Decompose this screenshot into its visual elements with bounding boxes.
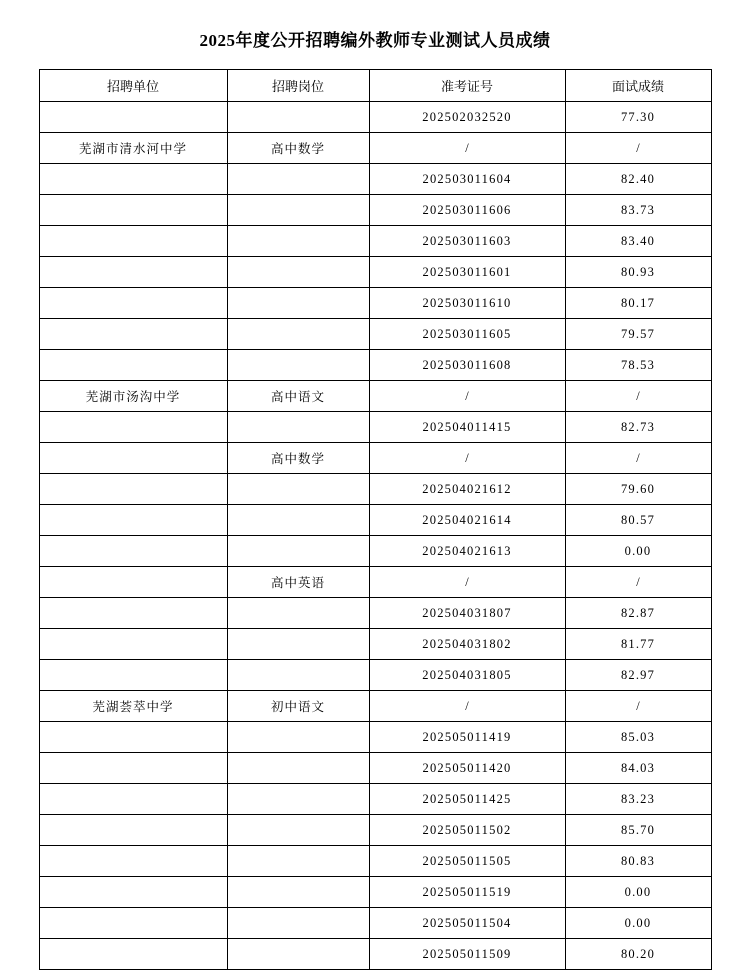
cell-post [227,102,369,133]
cell-admission-number: / [369,443,565,474]
cell-post [227,505,369,536]
cell-unit [39,908,227,939]
cell-post [227,257,369,288]
cell-score: 83.40 [565,226,711,257]
cell-admission-number: 202503011604 [369,164,565,195]
cell-unit [39,257,227,288]
cell-admission-number: 202504021614 [369,505,565,536]
column-header-unit: 招聘单位 [39,70,227,102]
cell-score: 78.53 [565,350,711,381]
table-row [39,443,711,474]
cell-admission-number: 202504021613 [369,536,565,567]
cell-admission-number: 202504031807 [369,598,565,629]
column-header-id: 准考证号 [369,70,565,102]
table-row [39,598,711,629]
table-row [39,877,711,908]
cell-score: 85.70 [565,815,711,846]
cell-score: 80.57 [565,505,711,536]
cell-unit [39,164,227,195]
table-row [39,536,711,567]
cell-unit [39,505,227,536]
cell-admission-number: 202503011608 [369,350,565,381]
cell-post: 高中英语 [227,567,369,598]
cell-post [227,536,369,567]
cell-score: 80.17 [565,288,711,319]
table-row [39,226,711,257]
cell-score: 83.23 [565,784,711,815]
table-row [39,846,711,877]
cell-post [227,226,369,257]
cell-post [227,598,369,629]
cell-score: 0.00 [565,536,711,567]
cell-post [227,288,369,319]
cell-post: 高中语文 [227,381,369,412]
cell-score: 80.83 [565,846,711,877]
cell-admission-number: / [369,567,565,598]
cell-unit [39,877,227,908]
cell-admission-number: 202503011610 [369,288,565,319]
cell-unit [39,226,227,257]
cell-post [227,784,369,815]
cell-unit [39,195,227,226]
cell-score: 82.87 [565,598,711,629]
cell-post [227,195,369,226]
table-row [39,288,711,319]
cell-score: 83.73 [565,195,711,226]
cell-unit [39,567,227,598]
cell-score: 0.00 [565,908,711,939]
cell-post [227,660,369,691]
scores-table [39,69,712,970]
cell-unit [39,536,227,567]
cell-post [227,939,369,970]
cell-admission-number: 202505011502 [369,815,565,846]
cell-admission-number: 202502032520 [369,102,565,133]
cell-score: 84.03 [565,753,711,784]
cell-unit [39,784,227,815]
table-body [39,102,711,970]
cell-post [227,474,369,505]
table-row [39,133,711,164]
cell-post [227,350,369,381]
cell-score: / [565,443,711,474]
cell-admission-number: 202504031802 [369,629,565,660]
cell-admission-number: / [369,133,565,164]
cell-admission-number: / [369,381,565,412]
table-row [39,815,711,846]
cell-post [227,629,369,660]
cell-unit [39,598,227,629]
table-row [39,257,711,288]
cell-score: 79.60 [565,474,711,505]
cell-unit [39,939,227,970]
table-row [39,381,711,412]
table-row [39,350,711,381]
cell-unit [39,319,227,350]
column-header-post: 招聘岗位 [227,70,369,102]
table-row [39,319,711,350]
cell-admission-number: 202503011603 [369,226,565,257]
cell-score: 82.97 [565,660,711,691]
cell-unit [39,660,227,691]
table-header-row [39,70,711,102]
cell-post [227,815,369,846]
cell-score: 85.03 [565,722,711,753]
cell-unit [39,288,227,319]
cell-unit [39,629,227,660]
table-row [39,102,711,133]
cell-admission-number: / [369,691,565,722]
cell-post [227,846,369,877]
cell-score: 82.40 [565,164,711,195]
cell-unit [39,815,227,846]
cell-post [227,753,369,784]
table-row [39,784,711,815]
cell-score: 80.93 [565,257,711,288]
cell-score: 79.57 [565,319,711,350]
cell-admission-number: 202505011419 [369,722,565,753]
page-title: 2025年度公开招聘编外教师专业测试人员成绩 [199,31,551,50]
cell-admission-number: 202504021612 [369,474,565,505]
cell-admission-number: 202505011519 [369,877,565,908]
cell-admission-number: 202503011601 [369,257,565,288]
cell-post: 高中数学 [227,133,369,164]
cell-unit: 芜湖市清水河中学 [39,133,227,164]
table-row [39,195,711,226]
cell-unit [39,722,227,753]
cell-unit [39,412,227,443]
table-row [39,939,711,970]
cell-unit: 芜湖市汤沟中学 [39,381,227,412]
cell-post [227,908,369,939]
cell-admission-number: 202505011504 [369,908,565,939]
table-row [39,629,711,660]
cell-post [227,319,369,350]
cell-admission-number: 202504031805 [369,660,565,691]
cell-admission-number: 202505011505 [369,846,565,877]
cell-post [227,412,369,443]
table-row [39,660,711,691]
cell-score: / [565,133,711,164]
table-row [39,567,711,598]
table-row [39,505,711,536]
cell-admission-number: 202503011605 [369,319,565,350]
table-row [39,412,711,443]
cell-unit [39,846,227,877]
column-header-score: 面试成绩 [565,70,711,102]
table-row [39,164,711,195]
table-row [39,753,711,784]
cell-score: 82.73 [565,412,711,443]
cell-unit: 芜湖荟萃中学 [39,691,227,722]
cell-post [227,164,369,195]
cell-admission-number: 202505011420 [369,753,565,784]
table-row [39,722,711,753]
table-row [39,691,711,722]
cell-admission-number: 202505011425 [369,784,565,815]
table-row [39,908,711,939]
cell-post [227,722,369,753]
cell-unit [39,102,227,133]
cell-post [227,877,369,908]
cell-unit [39,474,227,505]
cell-score: 77.30 [565,102,711,133]
cell-score: 81.77 [565,629,711,660]
cell-score: 0.00 [565,877,711,908]
cell-admission-number: 202505011509 [369,939,565,970]
cell-score: / [565,691,711,722]
table-row [39,474,711,505]
cell-score: / [565,381,711,412]
cell-score: / [565,567,711,598]
cell-unit [39,350,227,381]
cell-admission-number: 202503011606 [369,195,565,226]
cell-unit [39,443,227,474]
cell-post: 高中数学 [227,443,369,474]
cell-post: 初中语文 [227,691,369,722]
cell-score: 80.20 [565,939,711,970]
cell-unit [39,753,227,784]
cell-admission-number: 202504011415 [369,412,565,443]
